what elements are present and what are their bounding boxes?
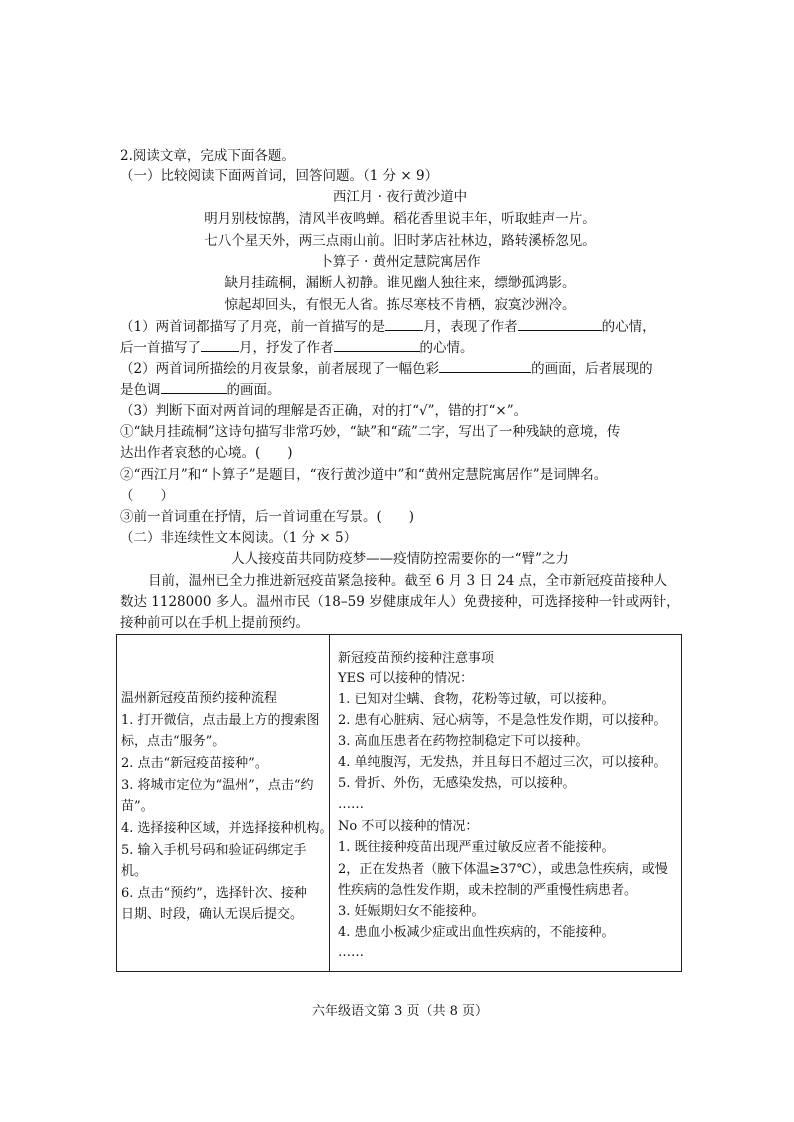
article-paragraph-line2: 数达 1128000 多人。温州市民（18–59 岁健康成年人）免费接种，可选择接种一针或两针， bbox=[120, 594, 680, 610]
answer-blank[interactable] bbox=[161, 379, 227, 394]
booking-step-line: 3. 将城市定位为“温州”，点击“约 bbox=[121, 778, 314, 793]
vaccination-note-line: 1. 既往接种疫苗出现严重过敏反应者不能接种。 bbox=[338, 840, 615, 855]
q3-item1-line2: 达出作者哀愁的心境。( ) bbox=[120, 445, 293, 461]
q2-line1: （2）两首词所描绘的月夜景象，前者展现了一幅色彩 的画面，后者展现的 bbox=[120, 358, 653, 379]
vaccination-note-line: 3. 高血压患者在药物控制稳定下可以接种。 bbox=[338, 734, 589, 749]
booking-process-title: 温州新冠疫苗预约接种流程 bbox=[121, 691, 278, 706]
vaccination-note-line: 性疾病的急性发作期，或未控制的严重慢性病患者。 bbox=[338, 883, 638, 898]
vaccination-note-line: YES 可以接种的情况： bbox=[338, 671, 474, 686]
poem2-line1: 缺月挂疏桐，漏断人初静。谁见幽人独往来，缥缈孤鸿影。 bbox=[224, 275, 576, 291]
q2-line2: 是色调 的画面。 bbox=[120, 379, 281, 400]
booking-step-line: 4. 选择接种区域，并选择接种机构。 bbox=[121, 821, 333, 836]
poem2-title: 卜算子 · 黄州定慧院寓居作 bbox=[319, 254, 481, 270]
vaccination-note-line: 4. 患血小板减少症或出血性疾病的，不能接种。 bbox=[338, 925, 615, 940]
booking-step-line: 机。 bbox=[121, 864, 148, 879]
poem1-line2: 七八个星天外，两三点雨山前。旧时茅店社林边，路转溪桥忽见。 bbox=[204, 233, 596, 249]
booking-step-line: 标，点击“服务”。 bbox=[121, 734, 226, 749]
poem2-line2: 惊起却回头，有恨无人省。拣尽寒枝不肯栖，寂寞沙洲冷。 bbox=[224, 297, 576, 313]
poem1-line1: 明月别枝惊鹊，清风半夜鸣蝉。稻花香里说丰年，听取蛙声一片。 bbox=[204, 211, 596, 227]
vaccination-note-line: 1. 已知对尘螨、食物，花粉等过敏，可以接种。 bbox=[338, 692, 615, 707]
booking-step-line: 苗”。 bbox=[121, 799, 154, 814]
q1-line1: （1）两首词都描写了月亮，前一首描写的是 月，表现了作者 的心情， bbox=[120, 316, 656, 337]
booking-step-line: 1. 打开微信，点击最上方的搜索图 bbox=[121, 713, 320, 728]
vaccination-notes-cell bbox=[330, 635, 682, 972]
vaccination-notes-title: 新冠疫苗预约接种注意事项 bbox=[338, 651, 495, 666]
answer-blank[interactable] bbox=[385, 316, 423, 331]
article-title: 人人接疫苗共同防疫梦——疫情防控需要你的一“臂”之力 bbox=[231, 551, 569, 567]
booking-process-cell bbox=[117, 635, 333, 972]
answer-blank[interactable] bbox=[518, 316, 602, 331]
part2-title: （二）非连续性文本阅读。（1 分 × 5） bbox=[120, 530, 358, 546]
vaccination-note-line: 2. 患有心脏病、冠心病等，不是急性发作期，可以接种。 bbox=[338, 713, 667, 728]
vaccination-note-line: …… bbox=[338, 797, 364, 812]
booking-step-line: 日期、时段，确认无误后提交。 bbox=[121, 907, 304, 922]
q3-item2-line1: ②“西江月”和“卜算子”是题目，“夜行黄沙道中”和“黄州定慧院寓居作”是词牌名。 bbox=[120, 467, 608, 483]
booking-step-line: 5. 输入手机号码和验证码绑定手 bbox=[121, 843, 307, 858]
vaccination-note-line: 2，正在发热者（腋下体温≥37℃），或患急性疾病，或慢 bbox=[338, 862, 668, 877]
booking-step-line: 6. 点击“预约”，选择针次、接种 bbox=[121, 886, 307, 901]
answer-blank[interactable] bbox=[201, 337, 239, 352]
q3-item2-line2: （ ） bbox=[120, 488, 174, 504]
vaccination-note-line: 5. 骨折、外伤，无感染发热，可以接种。 bbox=[338, 776, 576, 791]
booking-step-line: 2. 点击“新冠疫苗接种”。 bbox=[121, 756, 268, 771]
q3-item3: ③前一首词重在抒情，后一首词重在写景。( ) bbox=[120, 509, 415, 525]
question-heading: 2.阅读文章，完成下面各题。 bbox=[120, 148, 295, 164]
part1-title: （一）比较阅读下面两首词，回答问题。（1 分 × 9） bbox=[120, 168, 439, 184]
vaccination-info-table bbox=[116, 634, 682, 972]
q3-item1-line1: ①“缺月挂疏桐”这诗句描写非常巧妙，“缺”和“疏”二字，写出了一种残缺的意境，传 bbox=[120, 424, 621, 440]
q3-intro: （3）判断下面对两首词的理解是否正确，对的打“√”，错的打“×”。 bbox=[120, 403, 528, 419]
article-paragraph-line1: 目前，温州已全力推进新冠疫苗紧急接种。截至 6 月 3 日 24 点，全市新冠疫苗接种人 bbox=[148, 573, 668, 589]
vaccination-note-line: No 不可以接种的情况： bbox=[338, 819, 479, 834]
answer-blank[interactable] bbox=[334, 337, 420, 352]
vaccination-note-line: …… bbox=[338, 945, 364, 960]
vaccination-note-line: 4. 单纯腹泻，无发热，并且每日不超过三次，可以接种。 bbox=[338, 755, 667, 770]
page-footer: 六年级语文第 3 页（共 8 页） bbox=[311, 1004, 489, 1019]
vaccination-note-line: 3. 妊娠期妇女不能接种。 bbox=[338, 904, 485, 919]
answer-blank[interactable] bbox=[439, 358, 531, 373]
article-paragraph-line3: 接种前可以在手机上提前预约。 bbox=[120, 615, 309, 631]
poem1-title: 西江月 · 夜行黄沙道中 bbox=[332, 189, 468, 205]
q1-line2: 后一首描写了 月，抒发了作者 的心情。 bbox=[120, 337, 474, 358]
